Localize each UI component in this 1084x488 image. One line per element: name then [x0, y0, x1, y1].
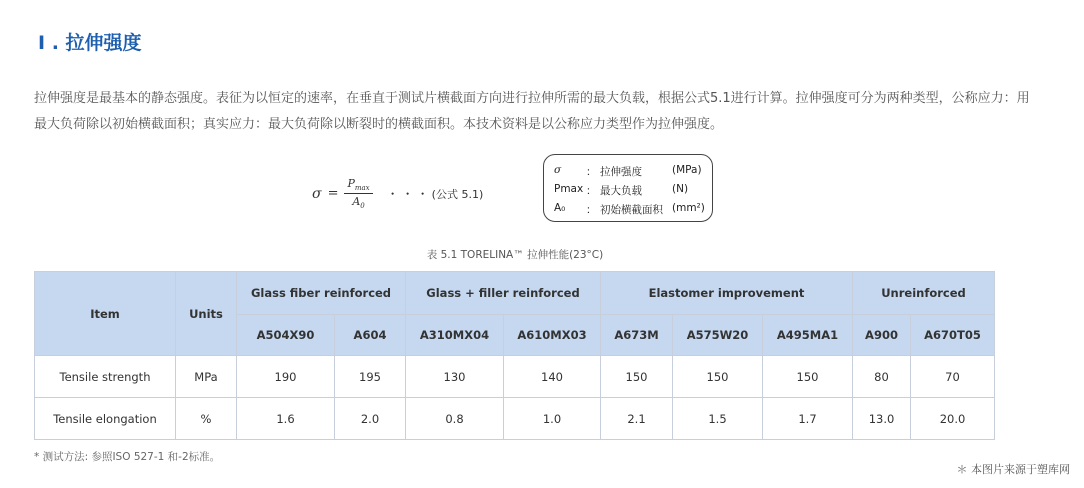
legend-row: σ ： 拉伸强度 (MPa): [554, 164, 702, 178]
header-grade: A310MX04: [406, 315, 504, 356]
cell-value: 1.7: [763, 398, 853, 440]
header-grade: A604: [335, 315, 406, 356]
row-item: Tensile elongation: [35, 398, 176, 440]
header-grade: A504X90: [237, 315, 335, 356]
header-grade: A610MX03: [504, 315, 601, 356]
header-grade: A670T05: [911, 315, 995, 356]
header-group: Unreinforced: [853, 272, 995, 315]
formula-numerator: $P_{max}$: [344, 177, 372, 194]
cell-value: 150: [763, 356, 853, 398]
cell-value: 0.8: [406, 398, 504, 440]
table-caption: 表 5.1 TORELINA™ 拉伸性能(23°C): [426, 249, 604, 261]
formula-equals: =: [327, 186, 339, 202]
tensile-formula: [312, 177, 483, 210]
header-grade: A900: [853, 315, 911, 356]
formula-lhs: σ: [312, 185, 322, 202]
cell-value: 190: [237, 356, 335, 398]
row-item: Tensile strength: [35, 356, 176, 398]
formula-legend-box: [543, 154, 713, 222]
header-grade: A575W20: [673, 315, 763, 356]
cell-value: 195: [335, 356, 406, 398]
header-group: Glass fiber reinforced: [237, 272, 406, 315]
header-units: Units: [176, 272, 237, 356]
row-unit: %: [176, 398, 237, 440]
table-row: [35, 356, 995, 398]
header-item: Item: [35, 272, 176, 356]
cell-value: 20.0: [911, 398, 995, 440]
cell-value: 2.0: [335, 398, 406, 440]
formula-denominator: $A_0$: [352, 195, 365, 211]
header-grade: A673M: [601, 315, 673, 356]
test-method-footnote: * 测试方法: 参照ISO 527-1 和-2标准。: [34, 451, 221, 463]
image-source-note: ＊ 本图片来源于塑库网: [956, 463, 1070, 476]
formula-dots: ・・・: [386, 187, 432, 202]
cell-value: 1.0: [504, 398, 601, 440]
cell-value: 70: [911, 356, 995, 398]
section-heading: I . 拉伸强度: [38, 32, 142, 54]
formula-reference: (公式 5.1): [431, 187, 484, 201]
cell-value: 1.6: [237, 398, 335, 440]
header-group: Elastomer improvement: [601, 272, 853, 315]
header-grade: A495MA1: [763, 315, 853, 356]
legend-row: Pmax ： 最大负载 (N): [554, 183, 689, 197]
cell-value: 13.0: [853, 398, 911, 440]
cell-value: 130: [406, 356, 504, 398]
tensile-properties-table: [34, 271, 995, 440]
cell-value: 1.5: [673, 398, 763, 440]
legend-row: A₀ ： 初始横截面积 (mm²): [554, 202, 705, 216]
cell-value: 2.1: [601, 398, 673, 440]
table-row: [35, 398, 995, 440]
cell-value: 150: [673, 356, 763, 398]
formula-fraction: [344, 177, 372, 210]
intro-paragraph: 拉伸强度是最基本的静态强度。表征为以恒定的速率，在垂直于测试片横截面方向进行拉伸所需的最大负载，根据公式5.1进行计算。拉伸强度可分为两种类型，公称应力：用最大负荷除以初始横截面积；真实应力：最大负荷除以断裂时的横截面积。本技术资料是以公称应力类型作为拉伸强度。: [34, 91, 1030, 132]
cell-value: 140: [504, 356, 601, 398]
cell-value: 150: [601, 356, 673, 398]
cell-value: 80: [853, 356, 911, 398]
header-group: Glass + filler reinforced: [406, 272, 601, 315]
section-numeral: I: [38, 32, 46, 54]
row-unit: MPa: [176, 356, 237, 398]
section-title: 拉伸强度: [65, 32, 142, 54]
